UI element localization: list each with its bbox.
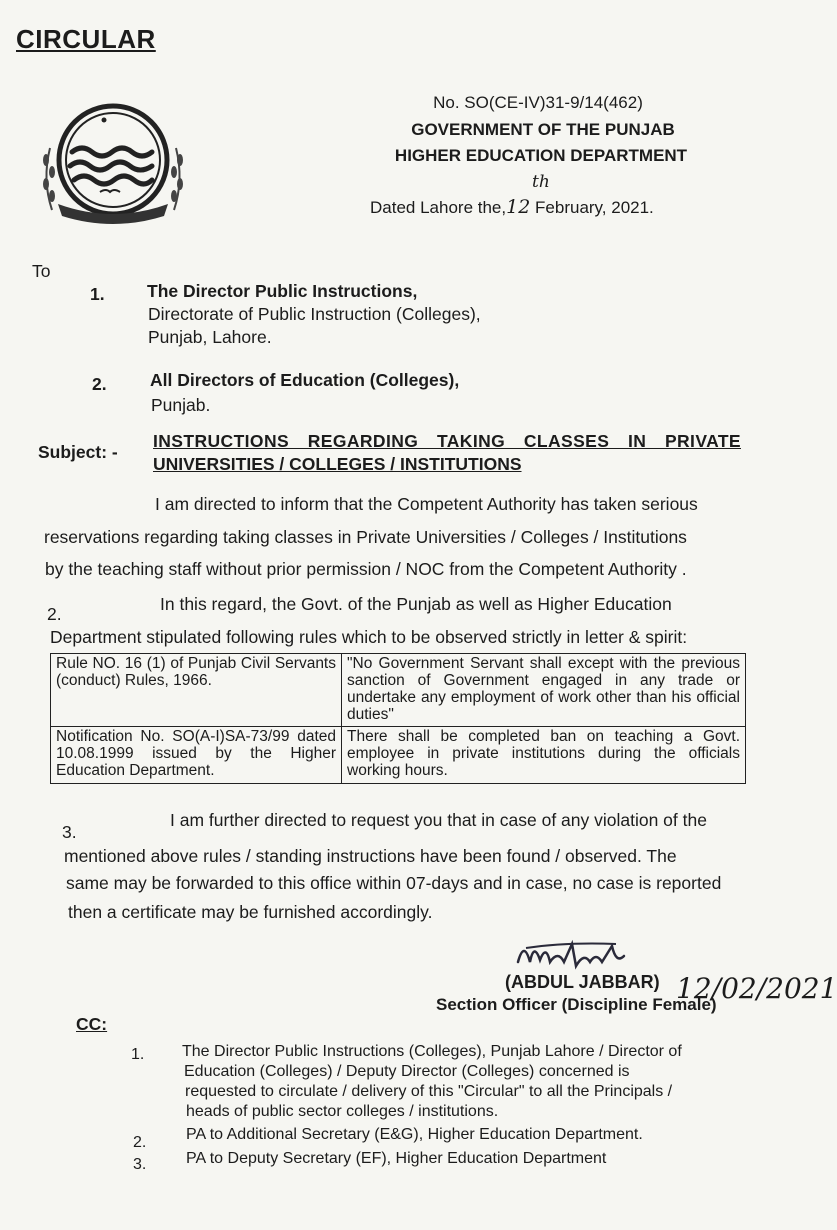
para2-line-2: Department stipulated following rules which to be observed strictly in letter & spirit: xyxy=(50,627,688,647)
cc-1-line-3: requested to circulate / delivery of this "Circular" to all the Principals / xyxy=(185,1083,673,1100)
para3-line-4: then a certificate may be furnished accordingly. xyxy=(68,902,433,922)
cc-3-line-1: PA to Deputy Secretary (EF), Higher Education Department xyxy=(186,1150,607,1167)
rule-2-source: Notification No. SO(A-I)SA-73/99 dated 10.08.1999 issued by the Higher Education Department. xyxy=(51,727,342,784)
para1-line-2: reservations regarding taking classes in Private Universities / Colleges / Institutions xyxy=(44,527,687,547)
recipient-1-title: The Director Public Instructions, xyxy=(147,281,418,301)
signatory-designation: Section Officer (Discipline Female) xyxy=(436,995,717,1014)
date-rest: February, 2021. xyxy=(535,198,654,217)
government-name: GOVERNMENT OF THE PUNJAB xyxy=(411,120,675,139)
cc-label: CC: xyxy=(76,1014,108,1034)
cc-1-line-1: The Director Public Instructions (Colleges), Punjab Lahore / Director of xyxy=(182,1043,682,1060)
recipient-2-title: All Directors of Education (Colleges), xyxy=(150,370,460,390)
circular-number: No. SO(CE-IV)31-9/14(462) xyxy=(433,93,643,112)
para1-line-1: I am directed to inform that the Competent Authority has taken serious xyxy=(155,494,698,514)
para1-line-3: by the teaching staff without prior permission / NOC from the Competent Authority . xyxy=(45,559,687,579)
para2-line-1: In this regard, the Govt. of the Punjab as well as Higher Education xyxy=(160,594,672,614)
cc-2-number: 2. xyxy=(133,1134,147,1151)
subject-line-2: UNIVERSITIES / COLLEGES / INSTITUTIONS xyxy=(153,454,522,474)
rule-1-source: Rule NO. 16 (1) of Punjab Civil Servants (conduct) Rules, 1966. xyxy=(51,654,342,727)
date-suffix-handwritten: th xyxy=(532,172,550,192)
signatory-name: (ABDUL JABBAR) xyxy=(505,972,660,992)
circular-heading: CIRCULAR xyxy=(16,24,156,54)
date-prefix: Dated Lahore the, xyxy=(370,198,507,217)
to-label: To xyxy=(32,261,51,281)
department-name: HIGHER EDUCATION DEPARTMENT xyxy=(394,146,688,165)
date-day: 12 xyxy=(506,196,531,218)
recipient-2-line-1: Punjab. xyxy=(151,395,211,415)
recipient-2-number: 2. xyxy=(92,374,107,394)
recipient-1-number: 1. xyxy=(90,284,105,304)
cc-3-number: 3. xyxy=(133,1156,147,1173)
para3-line-1: I am further directed to request you that in case of any violation of the xyxy=(170,810,707,830)
recipient-1-line-1: Directorate of Public Instruction (Colleges), xyxy=(148,304,481,324)
rules-table-row xyxy=(51,727,746,784)
cc-1-line-2: Education (Colleges) / Deputy Director (Colleges) concerned is xyxy=(184,1063,630,1080)
rules-table xyxy=(50,653,746,784)
subject-line-1: INSTRUCTIONS REGARDING TAKING CLASSES IN PRIVATE xyxy=(153,431,741,451)
recipient-1-line-2: Punjab, Lahore. xyxy=(148,327,272,347)
cc-1-line-4: heads of public sector colleges / institutions. xyxy=(186,1103,499,1120)
para3-line-2: mentioned above rules / standing instructions have been found / observed. The xyxy=(64,846,677,866)
rule-2-text: There shall be completed ban on teaching a Govt. employee in private institutions during the officials working hours. xyxy=(342,727,746,784)
rule-1-text: "No Government Servant shall except with the previous sanction of Government engaged in any trade or undertake any employment of work other than his official duties" xyxy=(342,654,746,727)
para2-number: 2. xyxy=(47,604,62,624)
punjab-emblem-icon xyxy=(38,100,188,225)
rules-table-row xyxy=(51,654,746,727)
cc-1-number: 1. xyxy=(131,1046,145,1063)
date-line xyxy=(370,196,654,218)
cc-2-line-1: PA to Additional Secretary (E&G), Higher Education Department. xyxy=(186,1126,643,1143)
subject-label: Subject: - xyxy=(38,442,118,462)
para3-line-3: same may be forwarded to this office within 07-days and in case, no case is reported xyxy=(66,873,722,893)
signature-date-handwritten: 12/02/2021 xyxy=(676,972,837,1005)
para3-number: 3. xyxy=(62,822,77,842)
